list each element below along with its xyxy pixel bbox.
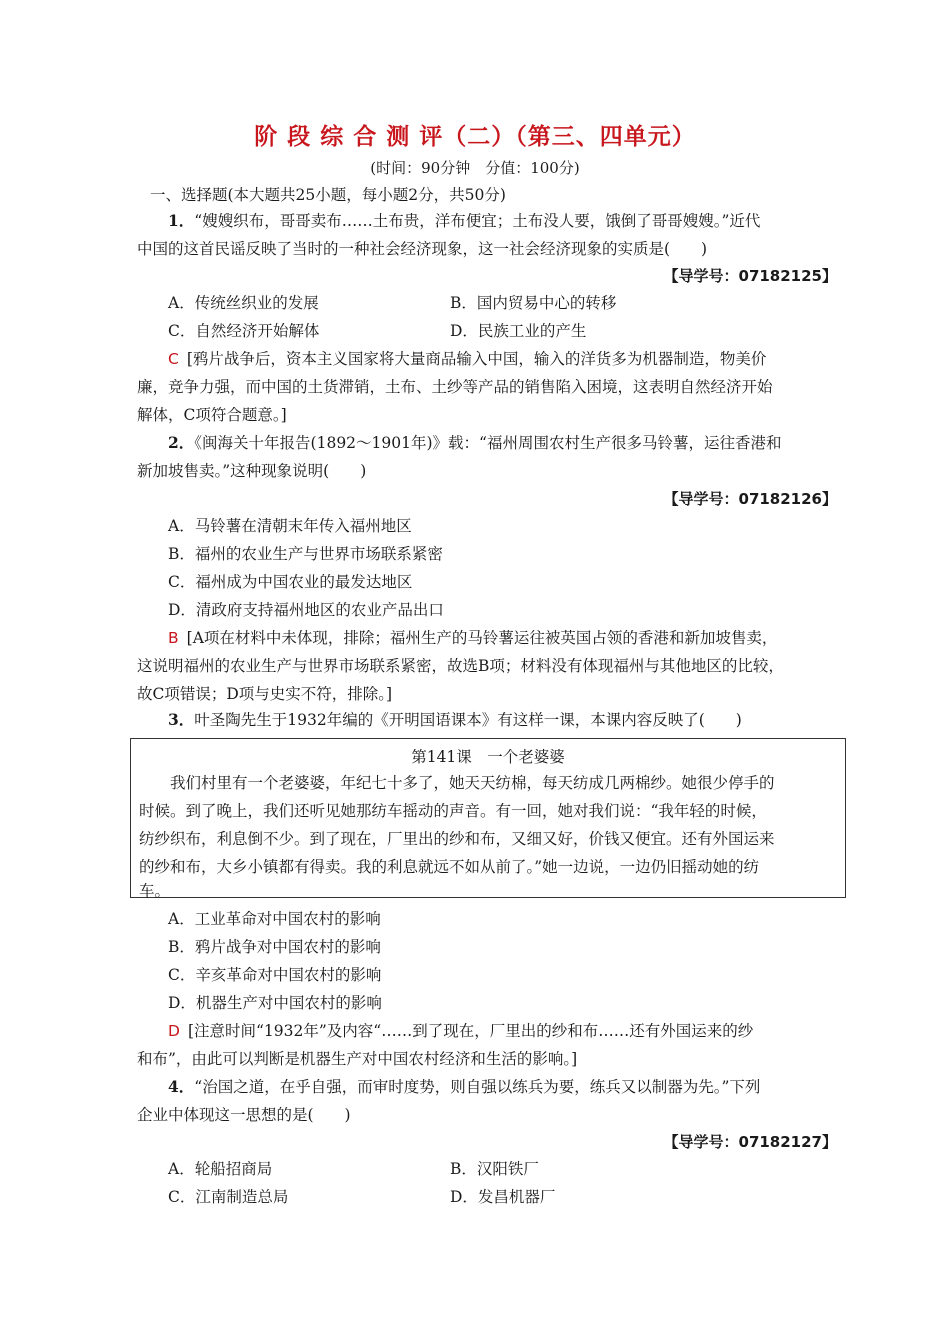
q3-explanation-line-1: D [注意时间“1932年”及内容“……到了现在，厂里出的纱和布……还有外国运来的纱 (168, 1022, 754, 1040)
guide-number-2: 【导学号：07182126】 (663, 490, 837, 508)
passage-line-4: 的纱和布，大乡小镇都有得卖。我的利息就远不如从前了。”她一边说，一边仍旧摇动她的纺 (139, 858, 760, 876)
q2-option-a: A．马铃薯在清朝末年传入福州地区 (168, 517, 412, 535)
q3-option-d: D．机器生产对中国农村的影响 (168, 994, 382, 1012)
question-2-line-1: 2．《闽海关十年报告(1892～1901年)》载：“福州周围农村生产很多马铃薯，运往香港和 (168, 433, 782, 452)
q2-explanation-line-1: B [A项在材料中未体现，排除；福州生产的马铃薯运往被英国占领的香港和新加坡售卖， (168, 629, 778, 647)
q1-answer: C (168, 350, 179, 368)
page-title: 阶 段 综 合 测 评（二）（第三、四单元） (254, 124, 696, 150)
q3-answer: D (168, 1022, 180, 1040)
q2-option-c: C．福州成为中国农业的最发达地区 (168, 573, 413, 591)
guide-number-4: 【导学号：07182127】 (663, 1133, 837, 1151)
question-2-line-2: 新加坡售卖。”这种现象说明( ) (137, 462, 367, 480)
q4-option-a: A．轮船招商局 (168, 1160, 273, 1178)
q1-option-d: D．民族工业的产生 (450, 322, 587, 340)
exam-info: (时间：90分钟 分值：100分) (370, 159, 580, 177)
q2-answer: B (168, 629, 179, 647)
q2-option-d: D．清政府支持福州地区的农业产品出口 (168, 601, 444, 619)
question-4-line-2: 企业中体现这一思想的是( ) (137, 1106, 351, 1124)
q1-explanation-line-1: C [鸦片战争后，资本主义国家将大量商品输入中国，输入的洋货多为机器制造，物美价 (168, 350, 767, 368)
reading-passage-box (130, 738, 846, 898)
q2-option-b: B．福州的农业生产与世界市场联系紧密 (168, 545, 443, 563)
q1-explanation-line-3: 解体，C项符合题意。] (137, 406, 287, 424)
q1-option-b: B．国内贸易中心的转移 (450, 294, 617, 312)
q4-option-c: C．江南制造总局 (168, 1188, 289, 1206)
passage-line-3: 纺纱织布，利息倒不少。到了现在，厂里出的纱和布，又细又好，价钱又便宜。还有外国运来 (139, 830, 775, 848)
q4-option-b: B．汉阳铁厂 (450, 1160, 539, 1178)
q3-explanation-line-2: 和布”，由此可以判断是机器生产对中国农村经济和生活的影响。] (137, 1050, 578, 1068)
question-1-line-2: 中国的这首民谣反映了当时的一种社会经济现象，这一社会经济现象的实质是( ) (137, 240, 708, 258)
q3-option-a: A．工业革命对中国农村的影响 (168, 910, 381, 928)
q1-option-c: C．自然经济开始解体 (168, 322, 320, 340)
q2-explanation-line-2: 这说明福州的农业生产与世界市场联系紧密，故选B项；材料没有体现福州与其他地区的比较， (137, 657, 784, 675)
question-4-line-1: 4．“治国之道，在乎自强，而审时度势，则自强以练兵为要，练兵又以制器为先。”下列 (168, 1077, 761, 1096)
q1-option-a: A．传统丝织业的发展 (168, 294, 319, 312)
q4-option-d: D．发昌机器厂 (450, 1188, 556, 1206)
section-heading: 一、选择题(本大题共25小题，每小题2分，共50分) (150, 186, 506, 204)
passage-line-5: 车。 (139, 882, 171, 900)
guide-number-1: 【导学号：07182125】 (663, 267, 837, 285)
q2-explanation-line-3: 故C项错误；D项与史实不符，排除。] (137, 685, 393, 703)
passage-line-1: 我们村里有一个老婆婆，年纪七十多了，她天天纺棉，每天纺成几两棉纱。她很少停手的 (139, 774, 775, 792)
question-3-line-1: 3．叶圣陶先生于1932年编的《开明国语课本》有这样一课，本课内容反映了( ) (168, 710, 742, 729)
passage-title: 第141课 一个老婆婆 (411, 748, 565, 766)
q1-explanation-line-2: 廉，竞争力强，而中国的土货滞销，土布、土纱等产品的销售陷入困境，这表明自然经济开始 (137, 378, 773, 396)
q3-option-c: C．辛亥革命对中国农村的影响 (168, 966, 382, 984)
passage-line-2: 时候。到了晚上，我们还听见她那纺车摇动的声音。有一回，她对我们说：“我年轻的时候， (139, 802, 767, 820)
q3-option-b: B．鸦片战争对中国农村的影响 (168, 938, 381, 956)
question-1-line-1: 1．“嫂嫂织布，哥哥卖布……土布贵，洋布便宜；土布没人要，饿倒了哥哥嫂嫂。”近代 (168, 211, 761, 230)
